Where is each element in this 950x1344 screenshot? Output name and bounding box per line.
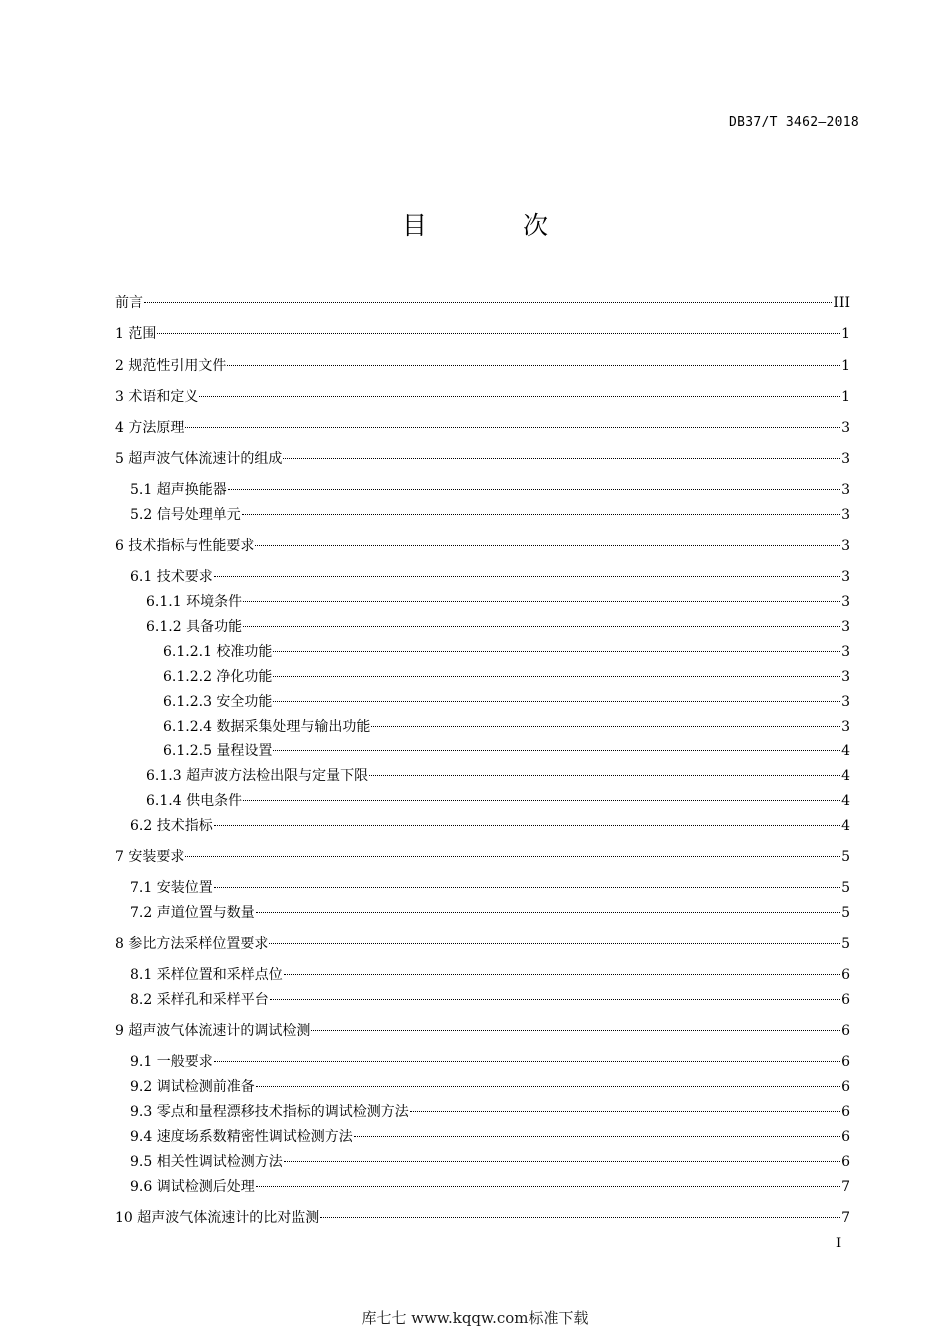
toc-entry[interactable] <box>115 1202 850 1226</box>
toc-entry[interactable] <box>130 1171 850 1195</box>
toc-entry-label: 8.2 采样孔和采样平台 <box>130 992 269 1008</box>
toc-entry-label: 9.4 速度场系数精密性调试检测方法 <box>130 1129 353 1145</box>
toc-entry-page: 4 <box>841 768 850 784</box>
toc-dot-leader <box>185 841 840 861</box>
toc-entry-page: 3 <box>841 619 850 635</box>
toc-dot-leader <box>273 636 840 656</box>
toc-dot-leader <box>273 686 840 706</box>
toc-entry-label: 5.2 信号处理单元 <box>130 507 241 523</box>
toc-dot-leader <box>214 872 840 892</box>
toc-dot-leader <box>214 810 840 830</box>
toc-entry-label: 6.1.4 供电条件 <box>146 793 243 809</box>
toc-entry[interactable] <box>115 287 850 311</box>
toc-dot-leader <box>284 959 840 979</box>
toc-entry-page: 3 <box>841 482 850 498</box>
toc-entry-page: 6 <box>841 967 850 983</box>
toc-dot-leader <box>273 661 840 681</box>
toc-entry-label: 前言 <box>115 295 143 311</box>
toc-entry-label: 8.1 采样位置和采样点位 <box>130 967 283 983</box>
document-code: DB37/T 3462—2018 <box>728 115 859 130</box>
toc-dot-leader <box>214 561 840 581</box>
toc-dot-leader <box>227 350 840 370</box>
toc-entry[interactable] <box>115 530 850 554</box>
toc-entry-page: 1 <box>841 389 850 405</box>
toc-entry-label: 10 超声波气体流速计的比对监测 <box>115 1210 320 1226</box>
toc-entry-page: 6 <box>841 1129 850 1145</box>
toc-dot-leader <box>270 984 840 1004</box>
toc-entry[interactable] <box>146 760 850 784</box>
toc-entry-page: 4 <box>841 743 850 759</box>
toc-entry[interactable] <box>130 984 850 1008</box>
toc-entry-label: 6.1.2 具备功能 <box>146 619 243 635</box>
toc-dot-leader <box>354 1121 840 1141</box>
toc-entry[interactable] <box>146 586 850 610</box>
toc-entry[interactable] <box>115 443 850 467</box>
toc-entry[interactable] <box>115 350 850 374</box>
toc-entry[interactable] <box>130 474 850 498</box>
toc-dot-leader <box>214 1046 840 1066</box>
toc-entry[interactable] <box>130 1071 850 1095</box>
toc-entry[interactable] <box>130 499 850 523</box>
toc-entry-page: 4 <box>841 818 850 834</box>
toc-entry-page: 6 <box>841 1054 850 1070</box>
toc-entry[interactable] <box>163 686 850 710</box>
toc-entry-page: III <box>833 295 850 311</box>
toc-entry[interactable] <box>163 661 850 685</box>
toc-entry-label: 1 范围 <box>115 326 157 342</box>
toc-entry[interactable] <box>115 412 850 436</box>
toc-dot-leader <box>311 1015 840 1035</box>
toc-entry-page: 6 <box>841 1104 850 1120</box>
toc-entry-label: 6.2 技术指标 <box>130 818 213 834</box>
toc-entry[interactable] <box>163 636 850 660</box>
toc-entry-page: 5 <box>841 849 850 865</box>
toc-entry-page: 5 <box>841 905 850 921</box>
page-title: 目 次 <box>402 211 592 240</box>
toc-entry-label: 6 技术指标与性能要求 <box>115 538 255 554</box>
toc-entry[interactable] <box>130 1121 850 1145</box>
toc-entry-page: 4 <box>841 793 850 809</box>
toc-entry[interactable] <box>115 318 850 342</box>
toc-entry-label: 6.1.2.3 安全功能 <box>163 694 273 710</box>
toc-dot-leader <box>256 1071 840 1091</box>
toc-entry-label: 6.1.2.5 量程设置 <box>163 743 273 759</box>
toc-dot-leader <box>283 443 840 463</box>
toc-entry-page: 3 <box>841 569 850 585</box>
toc-entry-page: 6 <box>841 1023 850 1039</box>
toc-entry-page: 3 <box>841 694 850 710</box>
toc-entry-page: 3 <box>841 507 850 523</box>
toc-dot-leader <box>273 735 840 755</box>
toc-entry-label: 4 方法原理 <box>115 420 185 436</box>
toc-entry-label: 6.1.3 超声波方法检出限与定量下限 <box>146 768 369 784</box>
toc-dot-leader <box>242 499 840 519</box>
toc-dot-leader <box>269 928 840 948</box>
toc-dot-leader <box>185 412 840 432</box>
toc-entry-page: 6 <box>841 1154 850 1170</box>
toc-entry-page: 3 <box>841 669 850 685</box>
page-number: I <box>836 1236 842 1251</box>
toc-entry-label: 5.1 超声换能器 <box>130 482 227 498</box>
footer-watermark: 库七七 www.kqqw.com标准下载 <box>361 1309 589 1327</box>
toc-dot-leader <box>284 1146 840 1166</box>
toc-dot-leader <box>243 611 840 631</box>
toc-entry-label: 9.2 调试检测前准备 <box>130 1079 255 1095</box>
toc-dot-leader <box>369 760 840 780</box>
toc-entry[interactable] <box>163 735 850 759</box>
toc-entry[interactable] <box>115 381 850 405</box>
toc-entry[interactable] <box>130 1146 850 1170</box>
toc-entry-label: 6.1.2.2 净化功能 <box>163 669 273 685</box>
toc-entry[interactable] <box>130 1096 850 1120</box>
toc-entry-label: 7.1 安装位置 <box>130 880 213 896</box>
toc-entry-label: 7 安装要求 <box>115 849 185 865</box>
toc-dot-leader <box>228 474 840 494</box>
toc-entry[interactable] <box>130 872 850 896</box>
toc-entry[interactable] <box>130 810 850 834</box>
toc-dot-leader <box>256 1171 840 1191</box>
toc-entry-page: 6 <box>841 1079 850 1095</box>
toc-entry[interactable] <box>130 959 850 983</box>
toc-entry[interactable] <box>163 711 850 735</box>
toc-entry[interactable] <box>130 561 850 585</box>
toc-entry[interactable] <box>130 897 850 921</box>
toc-dot-leader <box>157 318 840 338</box>
toc-entry[interactable] <box>146 611 850 635</box>
toc-entry-page: 3 <box>841 420 850 436</box>
toc-entry[interactable] <box>115 928 850 952</box>
toc-entry-label: 8 参比方法采样位置要求 <box>115 936 269 952</box>
toc-entry-page: 7 <box>841 1179 850 1195</box>
toc-dot-leader <box>255 530 840 550</box>
toc-dot-leader <box>410 1096 840 1116</box>
toc-entry-page: 7 <box>841 1210 850 1226</box>
toc-entry-label: 6.1.1 环境条件 <box>146 594 243 610</box>
toc-entry-label: 9.1 一般要求 <box>130 1054 213 1070</box>
toc-entry-page: 3 <box>841 644 850 660</box>
toc-entry-page: 1 <box>841 358 850 374</box>
toc-entry-page: 3 <box>841 719 850 735</box>
toc-entry-page: 6 <box>841 992 850 1008</box>
toc-dot-leader <box>199 381 840 401</box>
toc-entry-page: 5 <box>841 880 850 896</box>
toc-entry-page: 1 <box>841 326 850 342</box>
toc-entry-label: 3 术语和定义 <box>115 389 199 405</box>
toc-entry-page: 3 <box>841 594 850 610</box>
toc-entry-label: 9.6 调试检测后处理 <box>130 1179 255 1195</box>
toc-entry-label: 6.1.2.4 数据采集处理与输出功能 <box>163 719 371 735</box>
toc-dot-leader <box>256 897 840 917</box>
toc-entry[interactable] <box>115 841 850 865</box>
toc-entry-label: 6.1 技术要求 <box>130 569 213 585</box>
toc-entry-label: 5 超声波气体流速计的组成 <box>115 451 283 467</box>
toc-dot-leader <box>144 287 832 307</box>
toc-entry-label: 6.1.2.1 校准功能 <box>163 644 273 660</box>
toc-entry-label: 9 超声波气体流速计的调试检测 <box>115 1023 311 1039</box>
toc-entry-page: 3 <box>841 538 850 554</box>
toc-dot-leader <box>243 586 840 606</box>
toc-entry-page: 5 <box>841 936 850 952</box>
toc-entry[interactable] <box>146 785 850 809</box>
toc-entry-page: 3 <box>841 451 850 467</box>
toc-entry[interactable] <box>130 1046 850 1070</box>
toc-entry-label: 9.3 零点和量程漂移技术指标的调试检测方法 <box>130 1104 409 1120</box>
toc-entry-label: 9.5 相关性调试检测方法 <box>130 1154 283 1170</box>
toc-entry-label: 2 规范性引用文件 <box>115 358 227 374</box>
toc-dot-leader <box>320 1202 840 1222</box>
toc-entry[interactable] <box>115 1015 850 1039</box>
toc-dot-leader <box>243 785 840 805</box>
toc-entry-label: 7.2 声道位置与数量 <box>130 905 255 921</box>
table-of-contents <box>115 0 850 1344</box>
toc-dot-leader <box>371 711 840 731</box>
